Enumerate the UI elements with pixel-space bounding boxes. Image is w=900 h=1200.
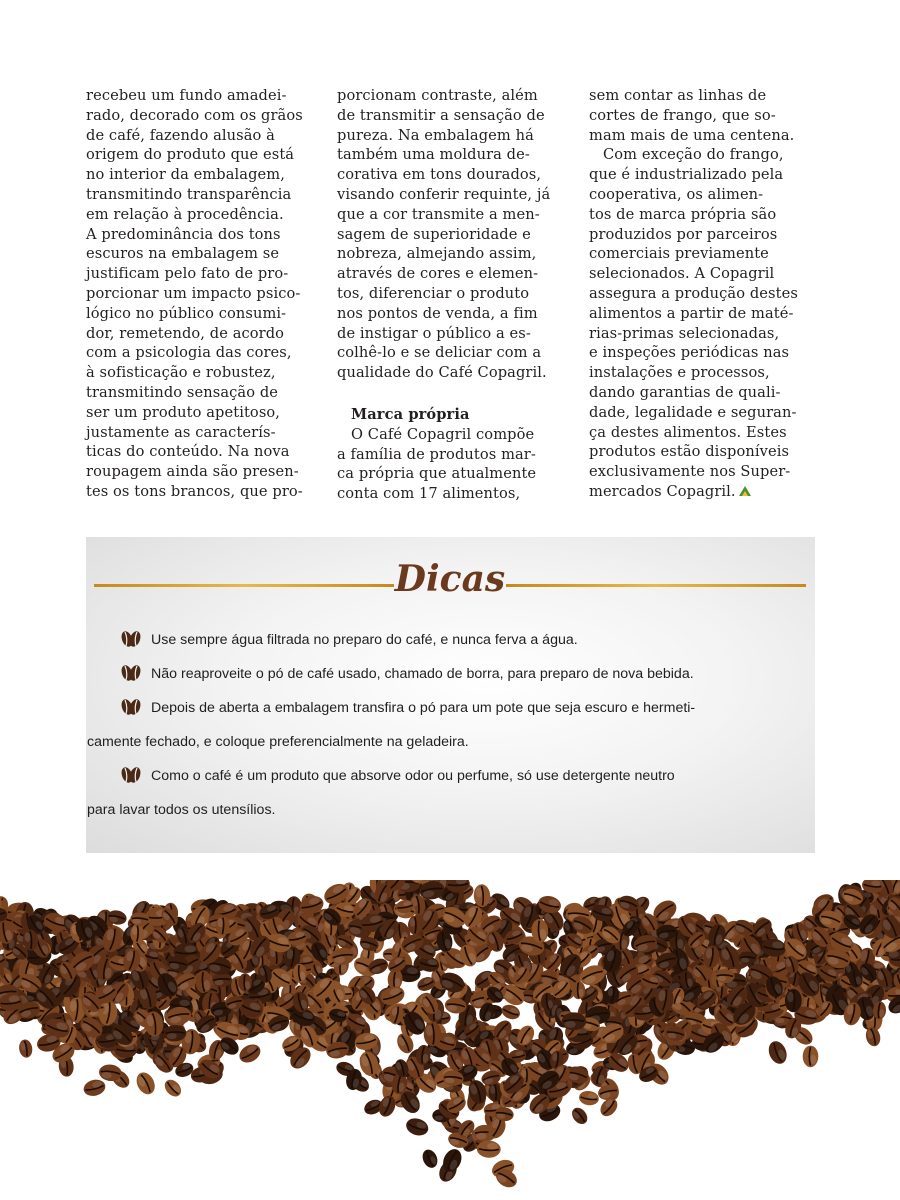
article-line: transmitindo transparência	[86, 185, 292, 203]
article-line: conta com 17 alimentos,	[337, 485, 521, 503]
article-line: corativa em tons dourados,	[337, 166, 542, 184]
tips-list	[87, 623, 799, 827]
tip-text	[119, 623, 799, 657]
coffee-bean	[766, 1039, 790, 1067]
article-line: pureza. Na embalagem há	[337, 126, 534, 144]
article-line: comerciais previamente	[589, 245, 769, 263]
article-column-3	[589, 86, 815, 502]
coffee-bean	[404, 1116, 431, 1139]
tip-line-text: Depois de aberta a embalagem transfira o pó para um pote que seja escuro e hermeti-	[151, 700, 696, 716]
tip-line-text: Use sempre água filtrada no preparo do café, e nunca ferva a água.	[151, 632, 578, 648]
coffee-bean	[161, 1076, 184, 1099]
article-column-1	[86, 86, 312, 502]
tip-line-text: Não reaproveite o pó de café usado, chamado de borra, para preparo de nova bebida.	[151, 666, 694, 682]
coffee-bean	[500, 1002, 522, 1021]
article-line: ca própria que atualmente	[337, 465, 537, 483]
article-line: tos de marca própria são	[589, 205, 777, 223]
article-line: que a cor transmite a men-	[337, 205, 540, 223]
coffee-bean	[803, 1046, 819, 1068]
article-line: em relação à procedência.	[86, 205, 284, 223]
article-line: dade, legalidade e seguran-	[589, 403, 797, 421]
coffee-bean-icon	[119, 766, 143, 784]
article-line: à sofisticação e robustez,	[86, 364, 276, 382]
article-line: assegura a produção destes	[589, 284, 798, 302]
coffee-bean	[82, 1077, 107, 1098]
tip-item	[87, 691, 799, 759]
article-line: justamente as caracterís-	[86, 423, 276, 441]
article-line: colhê-lo e se deliciar com a	[337, 344, 542, 362]
article-line: visando conferir requinte, já	[337, 185, 551, 203]
article-line: de transmitir a sensação de	[337, 106, 545, 124]
article-line: porcionam contraste, além	[337, 87, 538, 104]
article-line: a família de produtos mar-	[337, 445, 536, 463]
article-line: ticas do conteúdo. Na nova	[86, 443, 290, 461]
article-line: transmitindo sensação de	[86, 383, 279, 401]
article-line: dando garantias de quali-	[589, 383, 781, 401]
coffee-bean-icon	[119, 698, 143, 716]
coffee-beans-image	[0, 880, 900, 1200]
article-line: de café, fazendo alusão à	[86, 126, 275, 144]
tip-line-text: camente fechado, e coloque preferencialmente na geladeira.	[87, 734, 469, 750]
tip-item	[119, 657, 799, 691]
article-line: selecionados. A Copagril	[589, 265, 775, 283]
dicas-header	[86, 557, 815, 601]
coffee-bean	[562, 1012, 587, 1030]
gold-rule-right	[506, 584, 806, 587]
article-line: justificam pelo fato de pro-	[86, 265, 289, 283]
article-line: lógico no público consumi-	[86, 304, 287, 322]
article-line: mercados Copagril.	[589, 482, 815, 502]
coffee-bean	[569, 1105, 590, 1127]
article-columns	[86, 86, 816, 516]
dicas-title: Dicas	[394, 558, 506, 600]
tip-text	[119, 759, 799, 793]
coffee-bean-icon	[119, 664, 143, 682]
article-line: ça destes alimentos. Estes	[589, 423, 787, 441]
article-line: Com exceção do frango,	[603, 146, 784, 164]
article-line: rado, decorado com os grãos	[86, 106, 303, 124]
article-line: O Café Copagril compõe	[351, 425, 535, 443]
tip-item	[87, 759, 799, 827]
article-line: de instigar o público a es-	[337, 324, 531, 342]
coffee-bean-icon	[119, 630, 143, 648]
article-line: tes os tons brancos, que pro-	[86, 482, 303, 500]
article-line: roupagem ainda são presen-	[86, 463, 299, 481]
article-line: produzidos por parceiros	[589, 225, 778, 243]
coffee-bean	[420, 1147, 440, 1170]
article-line: alimentos a partir de maté-	[589, 304, 794, 322]
tip-text	[87, 793, 799, 827]
article-line: sagem de superioridade e	[337, 225, 531, 243]
article-line: dor, remetendo, de acordo	[86, 324, 285, 342]
tip-line-text: para lavar todos os utensílios.	[87, 802, 276, 818]
tip-text	[87, 725, 799, 759]
tip-text	[119, 691, 799, 725]
dicas-box	[86, 537, 815, 853]
article-column-2	[337, 86, 563, 504]
tip-text	[119, 657, 799, 691]
article-line: também uma moldura de-	[337, 146, 530, 164]
article-line: ser um produto apetitoso,	[86, 403, 281, 421]
gold-rule-left	[94, 584, 394, 587]
article-line: A predominância dos tons	[86, 225, 281, 243]
article-line: escuros na embalagem se	[86, 245, 280, 263]
article-line: através de cores e elemen-	[337, 265, 539, 283]
article-line: recebeu um fundo amadei-	[86, 87, 287, 104]
coffee-bean	[133, 1069, 158, 1097]
article-line: mam mais de uma centena.	[589, 126, 795, 144]
coffee-bean	[236, 1041, 264, 1066]
coffee-bean	[578, 1090, 600, 1107]
article-line: e inspeções periódicas nas	[589, 344, 790, 362]
coffee-beans-svg	[0, 880, 900, 1200]
end-mark-icon	[738, 485, 752, 497]
article-line: exclusivamente nos Super-	[589, 463, 791, 481]
article-line: sem contar as linhas de	[589, 87, 767, 104]
article-line: rias-primas selecionadas,	[589, 324, 780, 342]
article-line: cortes de frango, que so-	[589, 106, 776, 124]
tip-line-text: Como o café é um produto que absorve odor ou perfume, só use detergente neutro	[151, 768, 675, 784]
article-line: qualidade do Café Copagril.	[337, 364, 547, 382]
article-line: tos, diferenciar o produto	[337, 284, 530, 302]
article-line: cooperativa, os alimen-	[589, 185, 764, 203]
article-line: porcionar um impacto psico-	[86, 284, 301, 302]
tip-item	[119, 623, 799, 657]
article-line: nos pontos de venda, a fim	[337, 304, 538, 322]
article-line: no interior da embalagem,	[86, 166, 285, 184]
article-line: origem do produto que está	[86, 146, 295, 164]
article-line: com a psicologia das cores,	[86, 344, 292, 362]
subhead-marca-propria: Marca própria	[351, 405, 470, 423]
article-line: nobreza, almejando assim,	[337, 245, 537, 263]
article-line: produtos estão disponíveis	[589, 443, 790, 461]
article-line: instalações e processos,	[589, 364, 770, 382]
coffee-bean	[18, 1039, 34, 1059]
article-line: que é industrializado pela	[589, 166, 784, 184]
